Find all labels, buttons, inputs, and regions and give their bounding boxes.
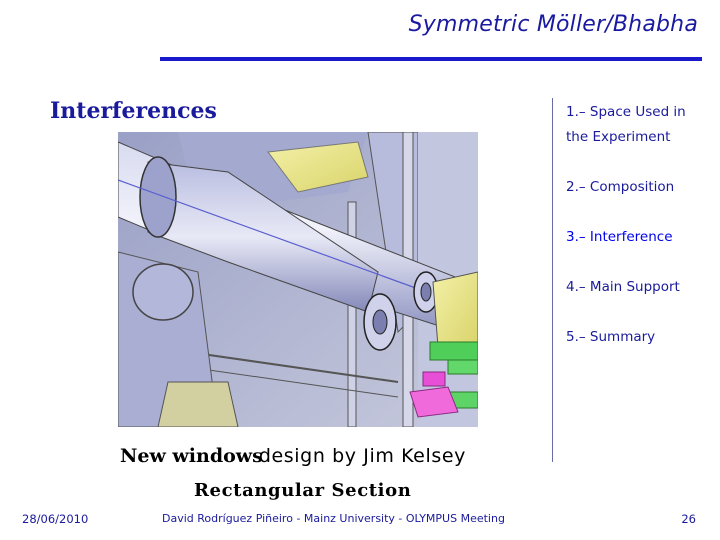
topic-nav xyxy=(566,100,716,350)
nav-item-interference[interactable]: 3.– Interference xyxy=(566,229,673,245)
cad-figure xyxy=(118,132,478,427)
slide-title: Symmetric Möller/Bhabha xyxy=(408,12,698,37)
cad-rendering-image xyxy=(118,132,478,427)
caption-regular: design by Jim Kelsey xyxy=(258,445,466,467)
nav-item-space-line2[interactable]: the Experiment xyxy=(566,129,671,145)
nav-item-main-support[interactable]: 4.– Main Support xyxy=(566,279,680,295)
title-underline xyxy=(160,57,702,61)
figure-subcaption: Rectangular Section xyxy=(194,480,412,501)
figure-caption xyxy=(120,445,466,467)
nav-item-space-line1[interactable]: 1.– Space Used in xyxy=(566,104,686,120)
nav-divider xyxy=(552,98,553,462)
caption-bold: New windows xyxy=(120,445,263,467)
section-heading: Interferences xyxy=(50,98,217,124)
page-number: 26 xyxy=(681,512,696,526)
footer-date: 28/06/2010 xyxy=(22,512,89,526)
nav-item-summary[interactable]: 5.– Summary xyxy=(566,329,656,345)
nav-item-composition[interactable]: 2.– Composition xyxy=(566,179,675,195)
footer-author: David Rodríguez Piñeiro - Mainz University - OLYMPUS Meeting xyxy=(162,512,505,525)
